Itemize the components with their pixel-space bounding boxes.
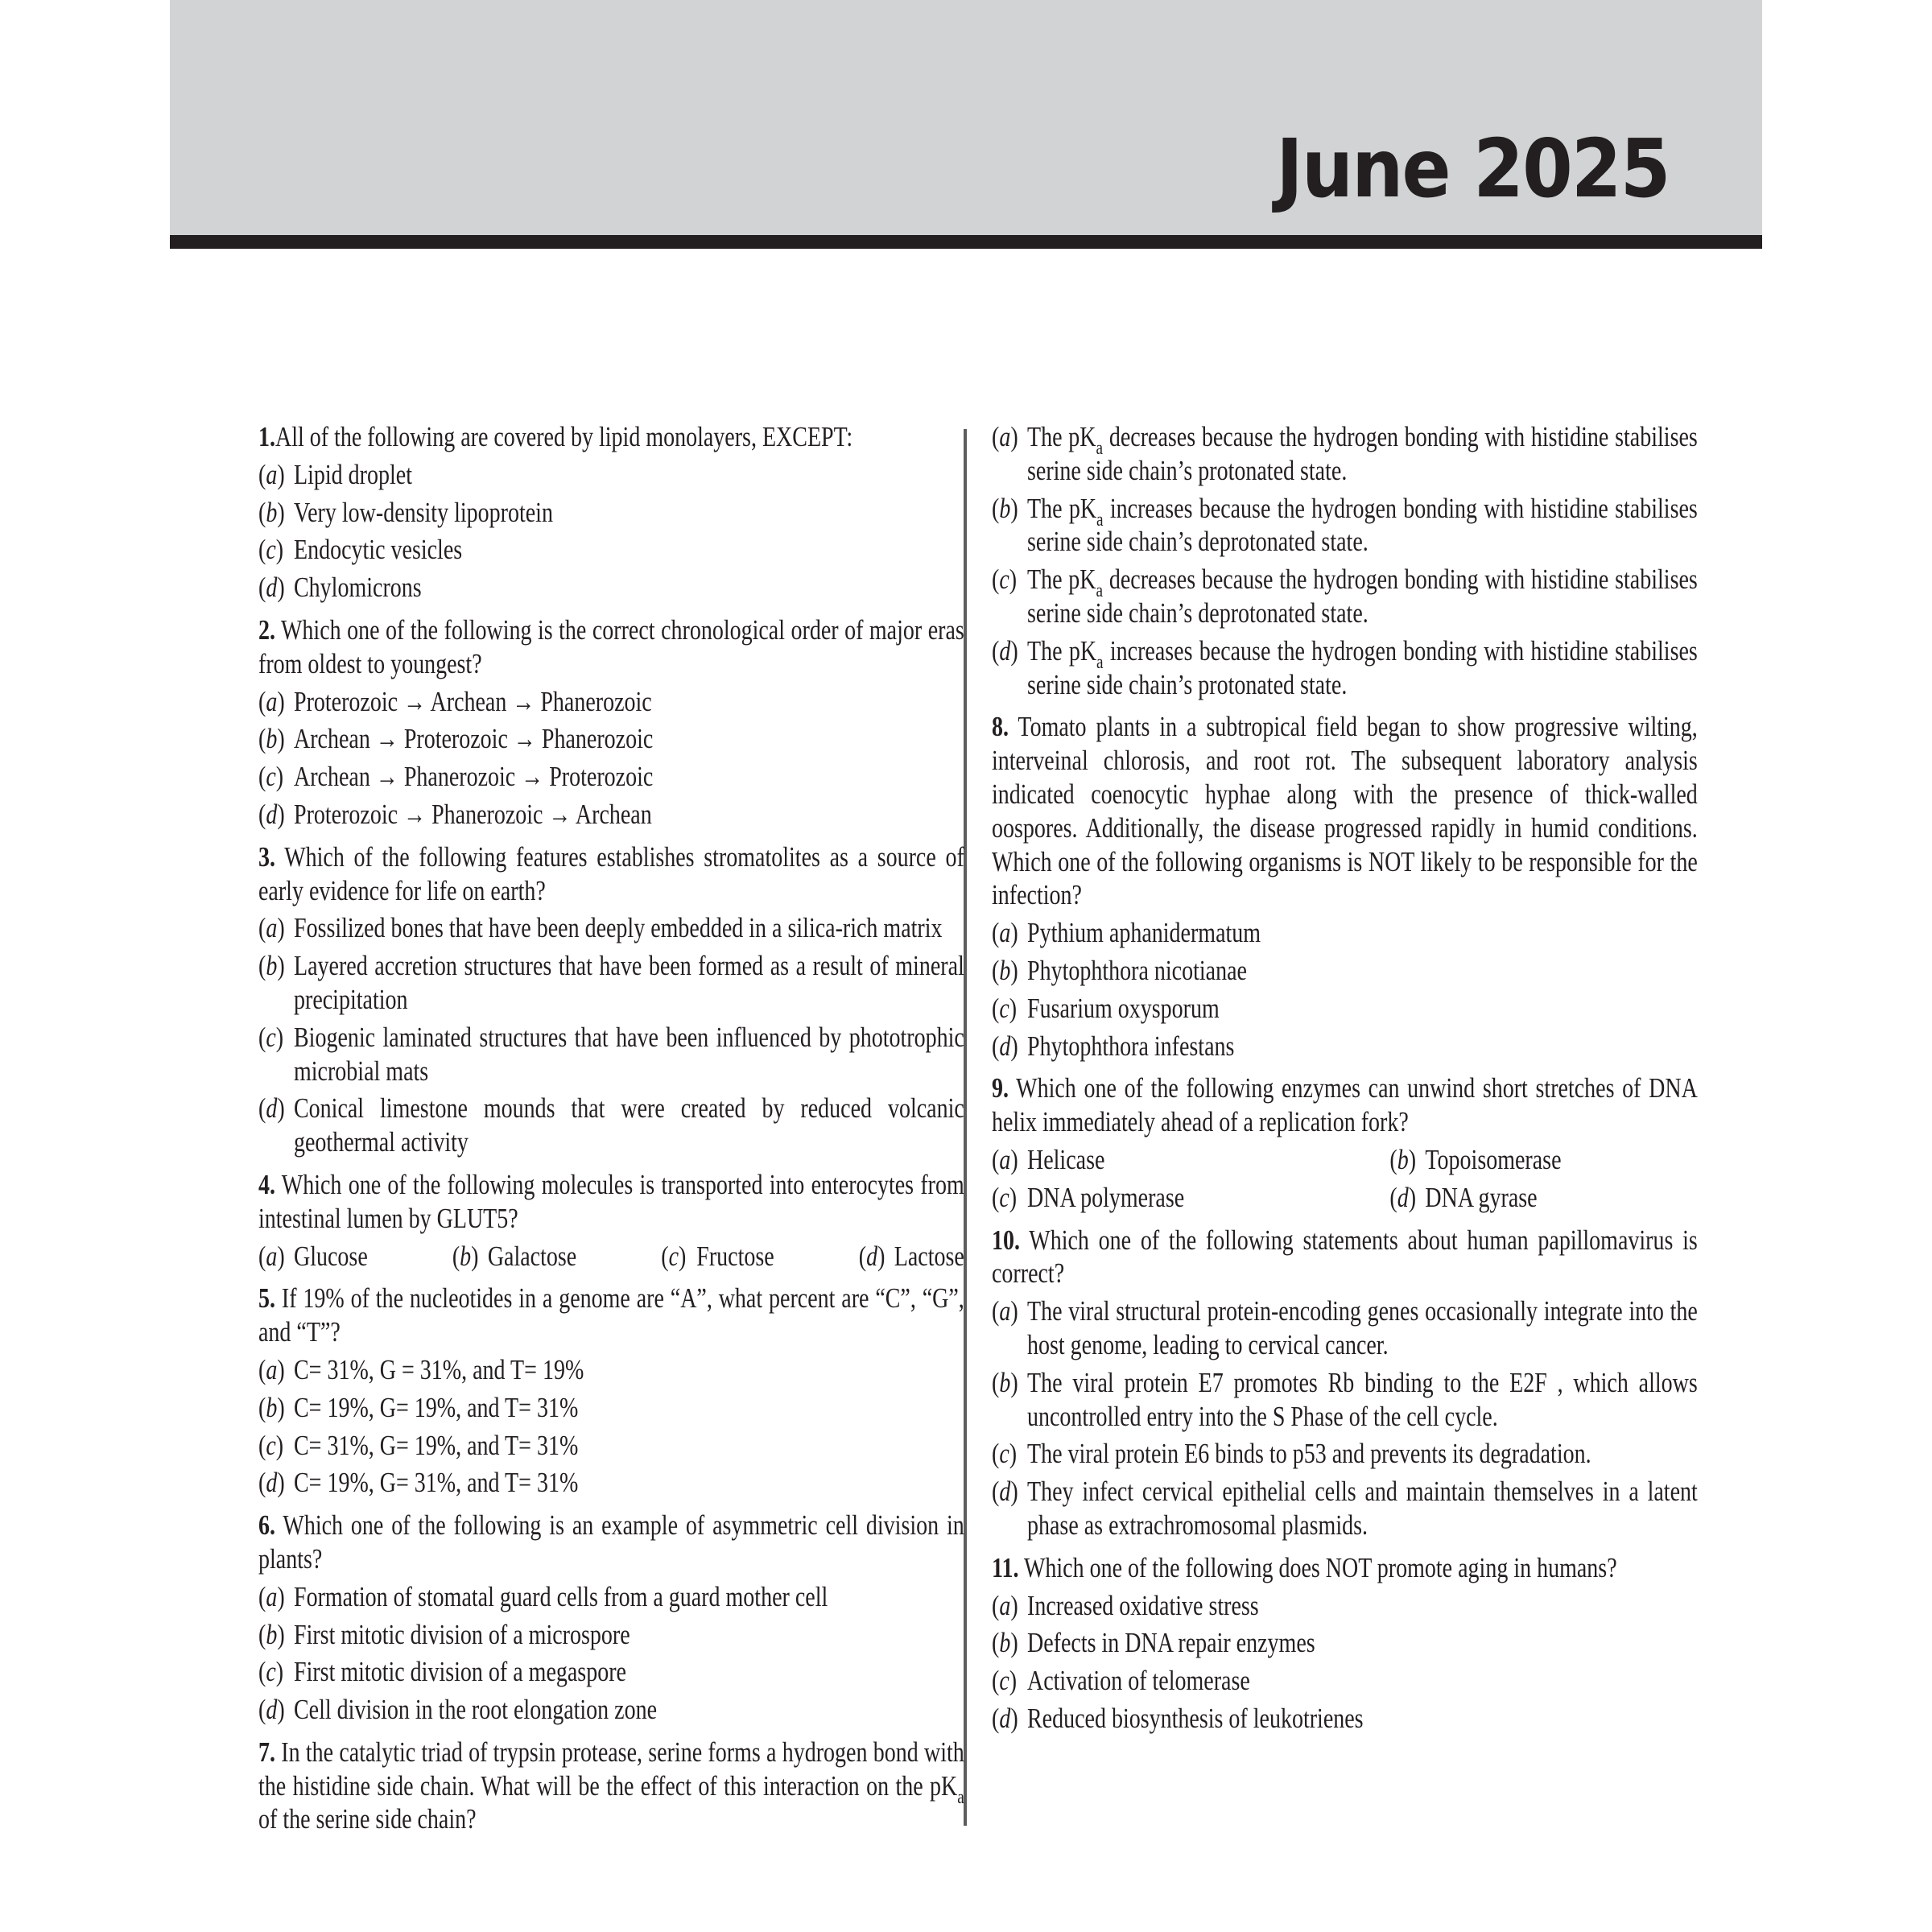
option-d	[258, 1466, 964, 1500]
option-letter: (b)	[992, 492, 1018, 524]
question-text: In the catalytic triad of trypsin protease, serine forms a hydrogen bond with the histidine side chain. What will be the effect of this interaction on the pK	[258, 1736, 964, 1802]
option-letter: (b)	[258, 1618, 285, 1650]
option-letter: (a)	[258, 685, 285, 717]
option-letter: (d)	[992, 1476, 1018, 1508]
question-number: 6.	[258, 1509, 275, 1542]
option-a	[992, 1143, 1344, 1177]
option-text: Lactose	[894, 1240, 964, 1272]
option-letter: (c)	[258, 1429, 284, 1461]
option-letter: (d)	[992, 1030, 1018, 1062]
option-text: The $pK_a$ increases because the hydrogen bonding with histidine stabilises serine side chain’s deprotonated state.	[1027, 492, 1698, 558]
question-stem	[258, 1282, 964, 1349]
subscript: a	[957, 1786, 964, 1808]
option-letter: (b)	[258, 496, 285, 528]
option-text: Defects in DNA repair enzymes	[1027, 1627, 1315, 1659]
option-c	[258, 760, 964, 794]
option-text: First mitotic division of a megaspore	[294, 1656, 626, 1688]
option-letter: (a)	[258, 912, 285, 944]
option-text: The viral protein E6 binds to p53 and prevents its degradation.	[1027, 1438, 1591, 1470]
option-b	[992, 492, 1698, 559]
option-text: Archean → Proterozoic → Phanerozoic	[294, 723, 654, 755]
question-7-options	[992, 420, 1698, 701]
question-text: Which one of the following is an example of asymmetric cell division in plants?	[258, 1509, 964, 1575]
option-letter: (b)	[258, 1391, 285, 1423]
option-letter: (b)	[992, 954, 1018, 986]
question-text: Which one of the following enzymes can unwind short stretches of DNA helix immediately ahead of a replication fork?	[992, 1072, 1698, 1138]
option-text: Increased oxidative stress	[1027, 1589, 1259, 1621]
right-column	[992, 420, 1698, 1744]
option-a	[258, 685, 964, 719]
option-letter: (d)	[858, 1240, 886, 1272]
option-text: DNA gyrase	[1425, 1181, 1538, 1213]
question-number: 1.	[258, 421, 275, 452]
question-3	[258, 840, 964, 1159]
option-c	[992, 1437, 1698, 1471]
option-text: Conical limestone mounds that were created by reduced volcanic geothermal activity	[294, 1092, 964, 1158]
option-b	[452, 1240, 576, 1274]
option-text: They infect cervical epithelial cells and maintain themselves in a latent phase as extrachromosomal plasmids.	[1027, 1476, 1698, 1541]
option-letter: (a)	[992, 917, 1018, 949]
question-text: Which one of the following is the correct chronological order of major eras from oldest to youngest?	[258, 613, 964, 679]
question-text: All of the following are covered by lipid monolayers, EXCEPT:	[275, 421, 853, 452]
option-letter: (a)	[992, 1295, 1018, 1327]
option-b	[992, 1366, 1698, 1434]
option-text: Fusarium oxysporum	[1027, 992, 1220, 1024]
option-text: The $pK_a$ increases because the hydrogen bonding with histidine stabilises serine side chain’s protonated state.	[1027, 634, 1698, 700]
option-a	[992, 1589, 1698, 1623]
option-c	[992, 1664, 1698, 1698]
question-stem	[992, 1224, 1698, 1291]
option-text: Proterozoic → Archean → Phanerozoic	[294, 685, 652, 717]
question-number: 2.	[258, 613, 275, 646]
question-7	[258, 1736, 964, 1836]
question-stem	[258, 1168, 964, 1236]
question-number: 7.	[258, 1736, 275, 1768]
option-letter: (d)	[258, 572, 285, 604]
question-number: 3.	[258, 840, 275, 873]
option-d	[992, 634, 1698, 702]
page-title: June 2025	[1276, 122, 1670, 216]
question-text-continued: of the serine side chain?	[258, 1803, 477, 1835]
option-a	[258, 458, 964, 492]
option-text: Chylomicrons	[294, 572, 422, 604]
option-a	[258, 911, 964, 945]
option-text: Phytophthora infestans	[1027, 1030, 1235, 1062]
option-letter: (c)	[258, 761, 284, 793]
option-letter: (c)	[992, 992, 1018, 1024]
option-text: DNA polymerase	[1027, 1181, 1185, 1213]
header-rule	[170, 235, 1762, 249]
option-d	[258, 1693, 964, 1727]
option-c	[258, 1429, 964, 1463]
option-text: Formation of stomatal guard cells from a guard mother cell	[294, 1580, 828, 1612]
option-d	[258, 1092, 964, 1159]
question-8	[992, 710, 1698, 1063]
option-text: C= 31%, G = 31%, and T= 19%	[294, 1353, 584, 1385]
option-a	[258, 1580, 964, 1614]
option-b	[258, 949, 964, 1017]
question-1	[258, 420, 964, 605]
option-text: The $pK_a$ decreases because the hydrogen bonding with histidine stabilises serine side chain’s deprotonated state.	[1027, 564, 1698, 629]
left-column	[258, 420, 964, 1845]
option-text: Cell division in the root elongation zone	[294, 1694, 658, 1726]
option-text: C= 19%, G= 31%, and T= 31%	[294, 1467, 579, 1499]
option-letter: (c)	[258, 534, 284, 566]
question-stem	[992, 1551, 1698, 1585]
option-letter: (d)	[258, 798, 285, 830]
option-text: Galactose	[487, 1240, 577, 1272]
option-letter: (b)	[452, 1240, 479, 1272]
option-letter: (a)	[992, 421, 1018, 452]
option-d	[992, 1030, 1698, 1063]
option-d	[992, 1475, 1698, 1542]
option-b	[992, 1626, 1698, 1660]
option-letter: (a)	[258, 1580, 285, 1612]
option-letter: (c)	[992, 1665, 1018, 1697]
question-2	[258, 613, 964, 832]
question-number: 8.	[992, 711, 1009, 743]
option-letter: (b)	[992, 1366, 1018, 1398]
option-letter: (c)	[992, 1181, 1018, 1213]
question-number: 11.	[992, 1551, 1019, 1583]
option-text: The viral protein E7 promotes Rb binding to the E2F , which allows uncontrolled entry into the S Phase of the cell cycle.	[1027, 1366, 1698, 1432]
option-b	[258, 722, 964, 756]
question-number: 5.	[258, 1282, 275, 1315]
question-text: Which one of the following statements about human papillomavirus is correct?	[992, 1224, 1698, 1290]
option-text: Biogenic laminated structures that have been influenced by phototrophic microbial mats	[294, 1021, 964, 1087]
question-4	[258, 1168, 964, 1273]
option-letter: (a)	[258, 1240, 285, 1272]
option-letter: (a)	[258, 458, 285, 490]
question-text: Which one of the following does NOT promote aging in humans?	[1023, 1551, 1617, 1583]
option-letter: (b)	[258, 723, 285, 755]
option-text: C= 31%, G= 19%, and T= 31%	[294, 1429, 579, 1461]
option-letter: (d)	[258, 1467, 285, 1499]
question-stem	[258, 420, 964, 454]
option-text: Reduced biosynthesis of leukotrienes	[1027, 1702, 1364, 1734]
option-a	[258, 1353, 964, 1387]
option-letter: (b)	[258, 950, 285, 982]
option-text: Proterozoic → Phanerozoic → Archean	[294, 798, 652, 830]
option-letter: (d)	[992, 634, 1018, 667]
option-letter: (d)	[992, 1702, 1018, 1734]
question-stem	[258, 840, 964, 908]
question-stem	[992, 710, 1698, 912]
option-b	[258, 1618, 964, 1652]
option-text: First mitotic division of a microspore	[294, 1618, 630, 1650]
option-c	[992, 1181, 1344, 1215]
question-number: 9.	[992, 1072, 1009, 1104]
option-b	[258, 1391, 964, 1425]
option-b	[992, 954, 1698, 988]
option-text: Glucose	[294, 1240, 368, 1272]
question-text: Tomato plants in a subtropical field began to show progressive wilting, interveinal chlorosis, and root rot. The subsequent laboratory analysis indicated coenocytic hyphae along with the presence of thick-walled oospores. Additionally, the disease progressed rapidly in humid conditions. Which one of the following organisms is NOT likely to be responsible for the infection?	[992, 711, 1698, 911]
option-c	[992, 563, 1698, 630]
option-d	[258, 571, 964, 605]
option-letter: (a)	[258, 1353, 285, 1385]
option-letter: (c)	[992, 1438, 1018, 1470]
option-letter: (d)	[258, 1694, 285, 1726]
option-text: The viral structural protein-encoding genes occasionally integrate into the host genome, leading to cervical cancer.	[1027, 1295, 1698, 1360]
option-letter: (c)	[661, 1240, 687, 1272]
option-text: Fructose	[696, 1240, 774, 1272]
option-text: Helicase	[1027, 1143, 1105, 1175]
question-stem	[258, 1509, 964, 1576]
options-grid	[992, 1143, 1698, 1215]
option-c	[258, 1021, 964, 1088]
question-11	[992, 1551, 1698, 1736]
question-text: Which of the following features establishes stromatolites as a source of early evidence for life on earth?	[258, 840, 964, 906]
question-text: If 19% of the nucleotides in a genome are “A”, what percent are “C”, “G”, and “T”?	[258, 1282, 964, 1348]
option-letter: (d)	[258, 1092, 285, 1125]
option-d	[1344, 1181, 1697, 1215]
option-letter: (b)	[992, 1627, 1018, 1659]
option-letter: (c)	[992, 564, 1018, 596]
option-text: Pythium aphanidermatum	[1027, 917, 1261, 949]
option-text: The $pK_a$ decreases because the hydrogen bonding with histidine stabilises serine side chain’s protonated state.	[1027, 421, 1698, 486]
question-stem	[258, 1736, 964, 1836]
option-c	[992, 992, 1698, 1026]
option-d	[992, 1702, 1698, 1736]
option-text: Layered accretion structures that have been formed as a result of mineral precipitation	[294, 950, 964, 1015]
option-a	[992, 420, 1698, 488]
option-letter: (c)	[258, 1021, 284, 1053]
option-text: Very low-density lipoprotein	[294, 496, 553, 528]
option-letter: (b)	[1389, 1143, 1417, 1175]
option-b	[258, 496, 964, 530]
option-letter: (c)	[258, 1656, 284, 1688]
option-a	[258, 1240, 368, 1274]
option-text: Activation of telomerase	[1027, 1665, 1250, 1697]
option-text: Lipid droplet	[294, 458, 412, 490]
option-text: Phytophthora nicotianae	[1027, 954, 1247, 986]
option-letter: (a)	[992, 1143, 1018, 1175]
question-number: 4.	[258, 1168, 275, 1200]
option-a	[992, 1294, 1698, 1362]
question-stem	[258, 613, 964, 681]
option-letter: (a)	[992, 1589, 1018, 1621]
option-text: Endocytic vesicles	[294, 534, 463, 566]
options-row	[258, 1240, 964, 1274]
question-number: 10.	[992, 1224, 1020, 1256]
option-c	[258, 1655, 964, 1689]
question-5	[258, 1282, 964, 1500]
option-c	[661, 1240, 774, 1274]
option-a	[992, 916, 1698, 950]
option-letter: (d)	[1389, 1181, 1417, 1213]
question-stem	[992, 1071, 1698, 1139]
question-10	[992, 1224, 1698, 1542]
option-text: Archean → Phanerozoic → Proterozoic	[294, 761, 654, 793]
option-text: Topoisomerase	[1425, 1143, 1562, 1175]
option-d	[859, 1240, 964, 1274]
question-9	[992, 1071, 1698, 1214]
option-text: Fossilized bones that have been deeply embedded in a silica-rich matrix	[294, 912, 943, 944]
option-c	[258, 533, 964, 567]
option-text: C= 19%, G= 19%, and T= 31%	[294, 1391, 579, 1423]
question-6	[258, 1509, 964, 1727]
option-d	[258, 798, 964, 832]
option-b	[1344, 1143, 1697, 1177]
question-text: Which one of the following molecules is transported into enterocytes from intestinal lumen by GLUT5?	[258, 1168, 964, 1234]
